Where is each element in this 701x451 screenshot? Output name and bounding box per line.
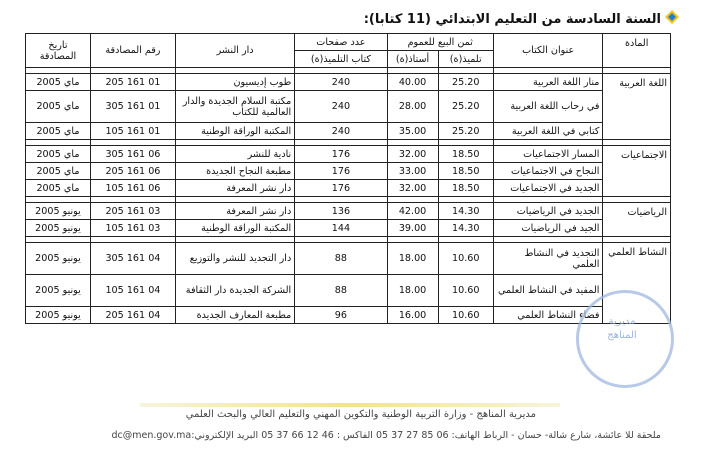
cell-subject: الرياضيات xyxy=(603,203,671,237)
table-row xyxy=(26,203,671,220)
table-row xyxy=(26,91,671,123)
table-row xyxy=(26,275,671,307)
header-pages: عدد صفحات xyxy=(295,34,387,51)
cell-pupil: 25.20 xyxy=(438,123,493,140)
footer-line-2: ملحقة للا عائشة، شارع شالة- حسان - الرباط الهاتف: 06 85 27 37 05 الفاكس : 46 12 66 37 05 البريد الإلكتروني:dc@men.gov.ma xyxy=(111,430,661,441)
cell-date: يونيو 2005 xyxy=(26,307,91,324)
cell-pupil: 18.50 xyxy=(438,146,493,163)
cell-pages: 176 xyxy=(295,163,387,180)
cell-book: التجديد في النشاط العلمي xyxy=(493,243,603,275)
header-date: تاريخ المصادقة xyxy=(26,34,91,68)
header-book: عنوان الكتاب xyxy=(493,34,603,68)
ministry-logo-icon xyxy=(665,10,679,24)
cell-approval: 04 161 305 xyxy=(90,243,175,275)
table-row xyxy=(26,163,671,180)
cell-date: ماي 2005 xyxy=(26,123,91,140)
cell-pages: 88 xyxy=(295,275,387,307)
header-price: ثمن البيع للعموم xyxy=(387,34,493,51)
cell-pages: 96 xyxy=(295,307,387,324)
cell-pupil: 10.60 xyxy=(438,307,493,324)
cell-publisher: دار نشر المعرفة xyxy=(175,180,294,197)
cell-date: ماي 2005 xyxy=(26,74,91,91)
cell-teacher: 32.00 xyxy=(387,146,438,163)
stamp-text: مديرية المناهج xyxy=(607,316,637,341)
cell-pupil: 18.50 xyxy=(438,180,493,197)
cell-publisher: دار نشر المعرفة xyxy=(175,203,294,220)
cell-teacher: 18.00 xyxy=(387,275,438,307)
cell-publisher: طوب إديسيون xyxy=(175,74,294,91)
cell-date: ماي 2005 xyxy=(26,91,91,123)
cell-date: يونيو 2005 xyxy=(26,220,91,237)
cell-date: يونيو 2005 xyxy=(26,243,91,275)
cell-book: النجاح في الاجتماعيات xyxy=(493,163,603,180)
cell-pupil: 18.50 xyxy=(438,163,493,180)
cell-pupil: 10.60 xyxy=(438,243,493,275)
cell-date: ماي 2005 xyxy=(26,146,91,163)
cell-pages: 240 xyxy=(295,74,387,91)
cell-date: يونيو 2005 xyxy=(26,275,91,307)
cell-book: منار اللغة العربية xyxy=(493,74,603,91)
cell-book: الجديد في الاجتماعيات xyxy=(493,180,603,197)
table-row xyxy=(26,180,671,197)
header-price-pupil: تلميذ(ة) xyxy=(438,51,493,68)
cell-date: يونيو 2005 xyxy=(26,203,91,220)
cell-date: ماي 2005 xyxy=(26,163,91,180)
cell-book: الجيد في الرياضيات xyxy=(493,220,603,237)
cell-book: كتابي في اللغة العربية xyxy=(493,123,603,140)
cell-pupil: 10.60 xyxy=(438,275,493,307)
cell-publisher: المكتبة الوراقة الوطنية xyxy=(175,220,294,237)
cell-subject: اللغة العربية xyxy=(603,74,671,140)
cell-pages: 176 xyxy=(295,180,387,197)
header-price-teacher: أستاذ(ة) xyxy=(387,51,438,68)
cell-book: المفيد في النشاط العلمي xyxy=(493,275,603,307)
table-row xyxy=(26,146,671,163)
table-row xyxy=(26,74,671,91)
cell-book: في رحاب اللغة العربية xyxy=(493,91,603,123)
cell-pages: 144 xyxy=(295,220,387,237)
cell-publisher: الشركة الجديدة دار الثقافة xyxy=(175,275,294,307)
table-row xyxy=(26,243,671,275)
cell-pages: 88 xyxy=(295,243,387,275)
cell-date: ماي 2005 xyxy=(26,180,91,197)
footer-line-1: مديرية المناهج - وزارة التربية الوطنية والتكوين المهني والتعليم العالي والبحث العلمي xyxy=(185,409,536,420)
cell-approval: 06 161 205 xyxy=(90,163,175,180)
header-subject: المادة xyxy=(603,34,671,68)
cell-pupil: 25.20 xyxy=(438,74,493,91)
footer-divider xyxy=(140,403,560,407)
cell-publisher: دار التجديد للنشر والتوزيع xyxy=(175,243,294,275)
cell-teacher: 32.00 xyxy=(387,180,438,197)
cell-teacher: 33.00 xyxy=(387,163,438,180)
cell-teacher: 39.00 xyxy=(387,220,438,237)
cell-teacher: 35.00 xyxy=(387,123,438,140)
official-stamp xyxy=(576,290,674,388)
cell-pupil: 25.20 xyxy=(438,91,493,123)
cell-subject: النشاط العلمي xyxy=(603,243,671,324)
cell-publisher: مطبعة المعارف الجديدة xyxy=(175,307,294,324)
cell-publisher: مكتبة السلام الجديدة والدار العالمية للكتاب xyxy=(175,91,294,123)
cell-pages: 136 xyxy=(295,203,387,220)
cell-approval: 01 161 205 xyxy=(90,74,175,91)
textbook-table xyxy=(25,33,671,324)
cell-book: الجديد في الرياضيات xyxy=(493,203,603,220)
cell-publisher: نادية للنشر xyxy=(175,146,294,163)
cell-approval: 04 161 205 xyxy=(90,307,175,324)
page-title: السنة السادسة من التعليم الابتدائي (11 كتابا): xyxy=(363,12,661,27)
cell-approval: 01 161 305 xyxy=(90,91,175,123)
cell-approval: 06 161 305 xyxy=(90,146,175,163)
cell-teacher: 40.00 xyxy=(387,74,438,91)
cell-teacher: 28.00 xyxy=(387,91,438,123)
cell-book: المسار الاجتماعيات xyxy=(493,146,603,163)
cell-pages: 240 xyxy=(295,123,387,140)
cell-pages: 176 xyxy=(295,146,387,163)
cell-approval: 04 161 105 xyxy=(90,275,175,307)
header-approval: رقم المصادقة xyxy=(90,34,175,68)
cell-subject: الاجتماعيات xyxy=(603,146,671,197)
cell-approval: 03 161 205 xyxy=(90,203,175,220)
cell-pages: 240 xyxy=(295,91,387,123)
cell-publisher: المكتبة الوراقة الوطنية xyxy=(175,123,294,140)
cell-publisher: مطبعة النجاح الجديدة xyxy=(175,163,294,180)
table-row xyxy=(26,123,671,140)
table-row xyxy=(26,220,671,237)
cell-approval: 03 161 105 xyxy=(90,220,175,237)
cell-pupil: 14.30 xyxy=(438,220,493,237)
cell-pupil: 14.30 xyxy=(438,203,493,220)
cell-book: فضاء النشاط العلمي xyxy=(493,307,603,324)
cell-approval: 01 161 105 xyxy=(90,123,175,140)
header-publisher: دار النشر xyxy=(175,34,294,68)
header-pages-sub: كتاب التلميذ(ة) xyxy=(295,51,387,68)
cell-approval: 06 161 105 xyxy=(90,180,175,197)
cell-teacher: 16.00 xyxy=(387,307,438,324)
cell-teacher: 18.00 xyxy=(387,243,438,275)
table-row xyxy=(26,307,671,324)
cell-teacher: 42.00 xyxy=(387,203,438,220)
